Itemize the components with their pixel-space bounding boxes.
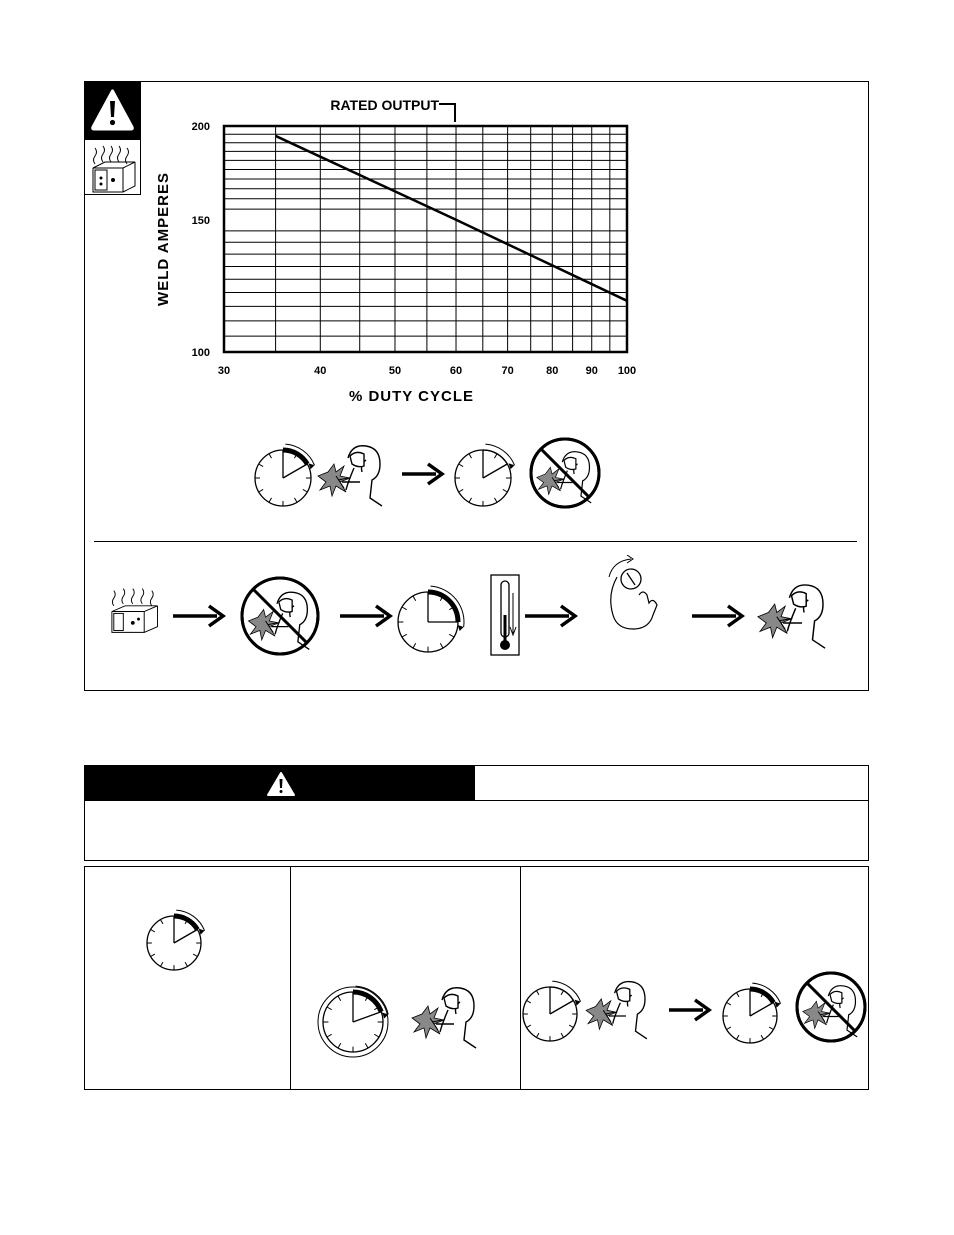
y-tick-label: 100: [191, 347, 210, 359]
divider: [94, 541, 857, 542]
y-tick-label: 200: [191, 121, 210, 133]
thermometer-icon: [491, 575, 519, 655]
x-tick-label: 100: [617, 365, 637, 377]
y-axis-label: WELD AMPERES: [155, 172, 172, 306]
timer-icon: [723, 983, 781, 1043]
reset-knob-icon: [609, 555, 657, 629]
right-arrow-icon: [340, 606, 390, 626]
timer-icon: [455, 444, 515, 506]
rated-output-marker: [439, 104, 455, 122]
x-tick-label: 90: [585, 365, 598, 377]
x-tick-label: 40: [314, 365, 327, 377]
x-tick-label: 80: [546, 365, 559, 377]
timer-icon: [147, 910, 205, 970]
right-arrow-icon: [525, 606, 575, 626]
duty-cycle-sequence: [250, 432, 610, 512]
overheated-unit-icon: [85, 140, 142, 196]
overheat-sequence: [100, 555, 850, 665]
warning-triangle-icon: [84, 81, 141, 139]
x-tick-label: 30: [217, 365, 231, 377]
warning-tab: [84, 81, 141, 139]
x-axis-label: % DUTY CYCLE: [348, 388, 475, 405]
right-arrow-icon: [669, 1000, 709, 1020]
warning-header-rule: [84, 800, 869, 801]
right-arrow-icon: [692, 606, 742, 626]
welder-icon: [758, 585, 825, 648]
welder-icon: [318, 446, 382, 506]
timer-icon: [323, 986, 388, 1052]
timer-icon: [255, 444, 315, 506]
y-tick-label: 150: [191, 214, 210, 227]
rated-output-label: RATED OUTPUT: [330, 97, 440, 113]
x-tick-label: 50: [388, 365, 402, 377]
warning-triangle-icon: [84, 765, 475, 801]
welder-icon: [412, 988, 476, 1048]
timer-icon: [398, 586, 464, 652]
overheated-unit-icon: [112, 589, 158, 633]
prohibited-welding-icon: [242, 578, 318, 654]
right-arrow-icon: [173, 606, 223, 626]
duty-cycle-chart: [140, 90, 660, 415]
x-tick-label: 60: [449, 365, 463, 377]
prohibited-welding-icon: [797, 973, 865, 1041]
panels-artwork: [84, 866, 869, 1090]
timer-icon: [523, 981, 581, 1041]
overheat-tab: [84, 139, 141, 195]
warning-header-bar: [84, 765, 475, 801]
welder-icon: [586, 982, 647, 1039]
x-tick-label: 70: [501, 365, 514, 377]
right-arrow-icon: [402, 464, 442, 484]
prohibited-welding-icon: [531, 439, 599, 507]
